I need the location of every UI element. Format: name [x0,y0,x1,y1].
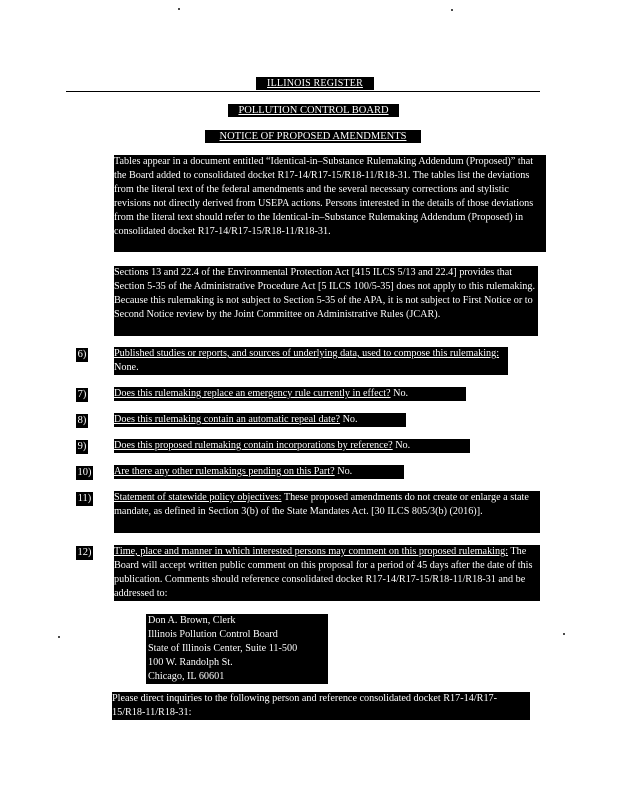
item-answer: None. [114,362,139,374]
scan-speck [178,8,180,10]
mailing-address [146,614,328,684]
item-label: Are there any other rulemakings pending on this Part? [114,466,335,477]
item-answer: No. [340,414,358,425]
item-label: Does this rulemaking replace an emergency rule currently in effect? [114,388,391,399]
scan-speck [451,9,453,11]
scan-speck [563,633,565,635]
item-pending-rulemakings [114,465,404,479]
item-repeal-date [114,413,406,427]
address-org: Illinois Pollution Control Board [148,629,278,640]
item-label: Published studies or reports, and sources of underlying data, used to compose this rulemaking: [114,348,500,359]
item-label: Time, place and manner in which interested persons may comment on this proposed rulemaking: [114,546,509,557]
item-incorporations [114,439,470,453]
item-number: 8) [77,415,87,426]
item-answer: These proposed amendments do not create or enlarge a state mandate, as defined in Section 3(b) of the State Mandates Act. [30 ILCS 805/3(b) (2016)]. [114,492,529,518]
item-number: 6) [77,349,87,360]
sections-paragraph: Sections 13 and 22.4 of the Environmental Protection Act [415 ILCS 5/13 and 22.4] provides that Section 5-35 of the Administrative Procedure Act [5 ILCS 100/5-35] does not apply to this rulemaking. Because this rulemaking is not subject to Section 5-35 of the APA, it is not subject to First Notice or to Second Notice review by the Joint Committee on Administrative Rules (JCAR). [114,266,538,336]
item-answer: No. [392,440,411,451]
header-rule [66,91,540,92]
item-number: 11) [77,493,92,504]
item-comment-manner [114,545,540,601]
item-label: Statement of statewide policy objectives: [114,492,282,503]
item-answer: No. [390,388,409,399]
address-name: Don A. Brown, Clerk [148,615,236,626]
item-number: 7) [77,389,87,400]
item-answer: No. [334,466,353,477]
scan-speck [58,636,60,638]
item-label: Does this rulemaking contain an automatic repeal date? [114,414,341,425]
item-policy-objectives [114,491,540,533]
item-number: 12) [77,547,92,558]
inquiries-paragraph: Please direct inquiries to the following person and reference consolidated docket R17-14/R17-15/R18-11/R18-31: [112,692,530,720]
item-answer: The Board will accept written public comment on this proposal for a period of 45 days after the date of this publication. Comments should reference consolidated docket R17-14/R17-15/R18-11/R18-31 and be addressed to: [114,546,533,600]
item-studies [114,347,508,375]
tables-paragraph: Tables appear in a document entitled “Identical-in–Substance Rulemaking Addendum (Proposed)” that the Board added to consolidated docket R17-14/R17-15/R18-11/R18-31. The tables list the deviations from the literal text of the federal amendments and the several necessary corrections and stylistic revisions not directly derived from USEPA actions. Persons interested in the details of those deviations from the literal text should refer to the Identical-in–Substance Rulemaking Addendum (Proposed) in consolidated docket R17-14/R17-15/R18-11/R18-31. [114,155,546,252]
notice-title: NOTICE OF PROPOSED AMENDMENTS [205,130,421,143]
item-emergency-rule [114,387,466,401]
item-label: Does this proposed rulemaking contain incorporations by reference? [114,440,393,451]
address-building: State of Illinois Center, Suite 11-500 [148,643,298,654]
register-header: ILLINOIS REGISTER [256,77,374,90]
item-number: 9) [77,441,87,452]
address-city: Chicago, IL 60601 [148,671,225,682]
item-number: 10) [77,467,92,478]
board-name: POLLUTION CONTROL BOARD [228,104,399,117]
address-street: 100 W. Randolph St. [148,657,233,668]
